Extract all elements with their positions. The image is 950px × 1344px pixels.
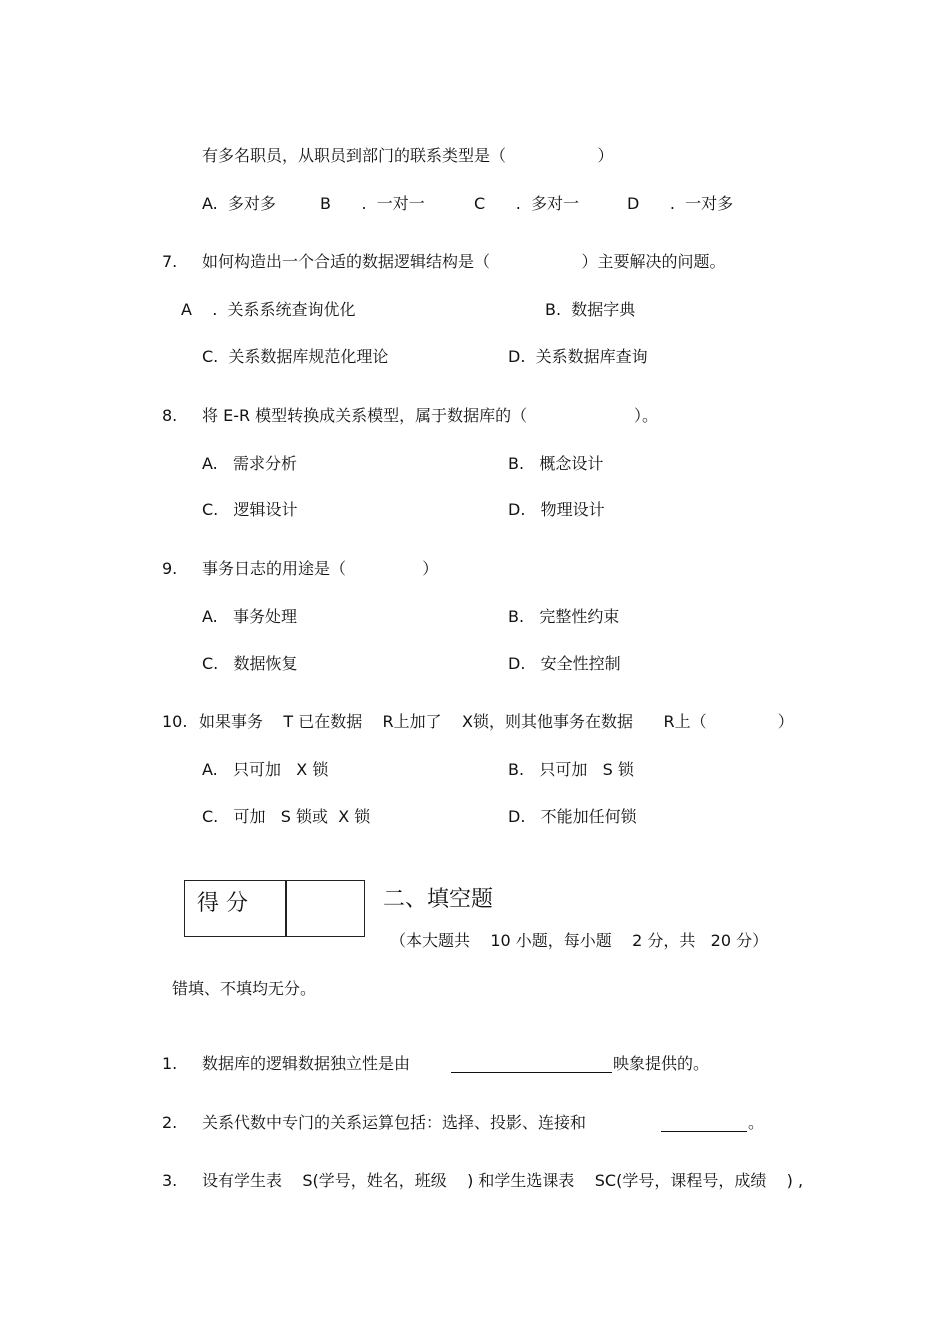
q9-number: 9.	[162, 559, 178, 578]
q7-text: 如何构造出一个合适的数据逻辑结构是（ ）主要解决的问题。	[202, 252, 726, 271]
q8-option-a: A. 需求分析	[202, 454, 298, 473]
q7-option-b: B. 数据字典	[545, 300, 636, 319]
q8-text: 将 E-R 模型转换成关系模型，属于数据库的（ ）。	[202, 406, 658, 425]
score-box	[184, 880, 365, 937]
fill-q2-text-after: 。	[748, 1113, 765, 1132]
fill-q1-text-after: 映象提供的。	[613, 1054, 710, 1073]
q8-number: 8.	[162, 406, 178, 425]
q7-option-a: A . 关系系统查询优化	[181, 300, 356, 319]
score-box-divider	[285, 881, 287, 936]
fill-q2-text-before: 关系代数中专门的关系运算包括：选择、投影、连接和	[202, 1113, 587, 1132]
fill-q3-number: 3.	[162, 1171, 178, 1190]
q10-option-c: C. 可加 S 锁或 X 锁	[202, 807, 371, 826]
q10-number: 10.	[162, 712, 188, 731]
q6-option-c: C . 多对一	[474, 194, 579, 213]
score-label: 得 分	[197, 891, 248, 916]
fill-q2-blank	[661, 1131, 747, 1132]
q7-option-d: D. 关系数据库查询	[508, 347, 648, 366]
q7-number: 7.	[162, 252, 178, 271]
fill-q1-text-before: 数据库的逻辑数据独立性是由	[202, 1054, 411, 1073]
fill-q1-number: 1.	[162, 1054, 178, 1073]
q10-text: 如果事务 T 已在数据 R上加了 X锁，则其他事务在数据 R上（ ）	[199, 712, 794, 731]
fill-q2-number: 2.	[162, 1113, 178, 1132]
q8-option-b: B. 概念设计	[508, 454, 604, 473]
section-title: 二、填空题	[383, 887, 494, 912]
q10-option-d: D. 不能加任何锁	[508, 807, 637, 826]
section-note: 错填、不填均无分。	[172, 979, 317, 998]
q8-option-d: D. 物理设计	[508, 500, 605, 519]
fill-q3-text: 设有学生表 S(学号，姓名，班级 ) 和学生选课表 SC(学号，课程号，成绩 ) ,	[202, 1171, 804, 1190]
q10-option-b: B. 只可加 S 锁	[508, 760, 634, 779]
q6-text: 有多名职员，从职员到部门的联系类型是（ ）	[202, 146, 614, 165]
q9-option-d: D. 安全性控制	[508, 654, 621, 673]
q8-option-c: C. 逻辑设计	[202, 500, 298, 519]
q7-option-c: C. 关系数据库规范化理论	[202, 347, 389, 366]
q6-option-b: B . 一对一	[320, 194, 425, 213]
q6-option-d: D . 一对多	[627, 194, 734, 213]
q9-option-c: C. 数据恢复	[202, 654, 298, 673]
q9-option-a: A. 事务处理	[202, 607, 298, 626]
q6-option-a: A. 多对多	[202, 194, 276, 213]
fill-q1-blank	[451, 1072, 612, 1073]
q10-option-a: A. 只可加 X 锁	[202, 760, 329, 779]
section-subtitle: （本大题共 10 小题，每小题 2 分，共 20 分）	[390, 931, 769, 950]
q9-option-b: B. 完整性约束	[508, 607, 620, 626]
q9-text: 事务日志的用途是（ ）	[202, 559, 439, 578]
